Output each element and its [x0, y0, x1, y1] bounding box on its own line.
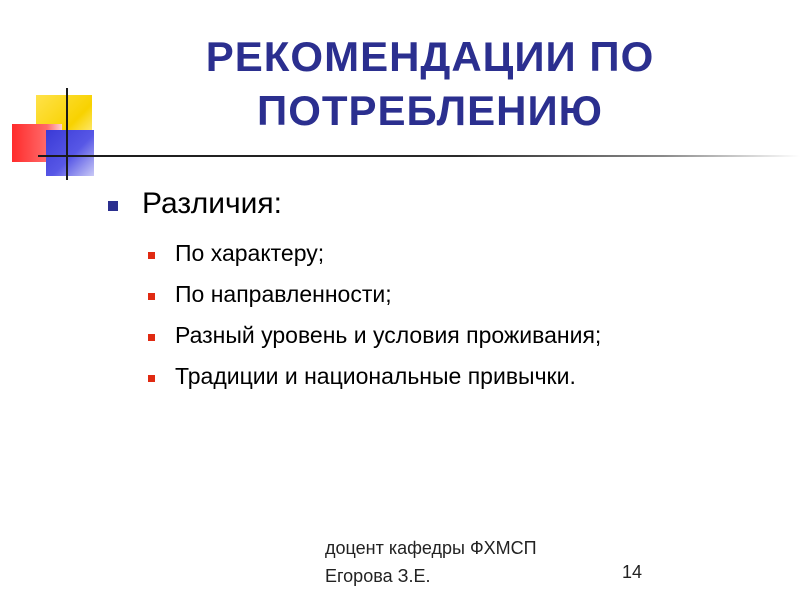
logo-vertical-line: [66, 88, 68, 180]
square-bullet-icon: [148, 375, 155, 382]
logo-blue-square: [46, 130, 94, 176]
bullet-item: [108, 183, 788, 225]
square-bullet-icon: [108, 201, 118, 211]
sub-bullet-text: По характеру;: [175, 240, 325, 266]
slide-footer: [325, 534, 585, 590]
sub-bullet-item: [148, 356, 788, 397]
square-bullet-icon: [148, 334, 155, 341]
sub-bullet-item: [148, 315, 788, 356]
slide-title: РЕКОМЕНДАЦИИ ПО ПОТРЕБЛЕНИЮ: [205, 33, 655, 134]
sub-bullet-item: [148, 233, 788, 274]
sub-bullet-text: Традиции и национальные привычки.: [175, 363, 576, 389]
sub-bullet-text: Разный уровень и условия проживания;: [175, 322, 602, 348]
sub-bullet-item: [148, 274, 788, 315]
bullet-list: [108, 183, 788, 397]
sub-bullet-text: По направленности;: [175, 281, 392, 307]
sub-bullet-list: [148, 233, 788, 397]
page-number: 14: [622, 562, 643, 582]
square-bullet-icon: [148, 293, 155, 300]
footer-author-title: доцент кафедры ФХМСП: [325, 538, 537, 558]
title-underline: [38, 155, 800, 157]
footer-author-name: Егорова З.Е.: [325, 566, 431, 586]
logo-squares: [0, 0, 120, 190]
bullet-text: Различия:: [142, 187, 283, 220]
square-bullet-icon: [148, 252, 155, 259]
